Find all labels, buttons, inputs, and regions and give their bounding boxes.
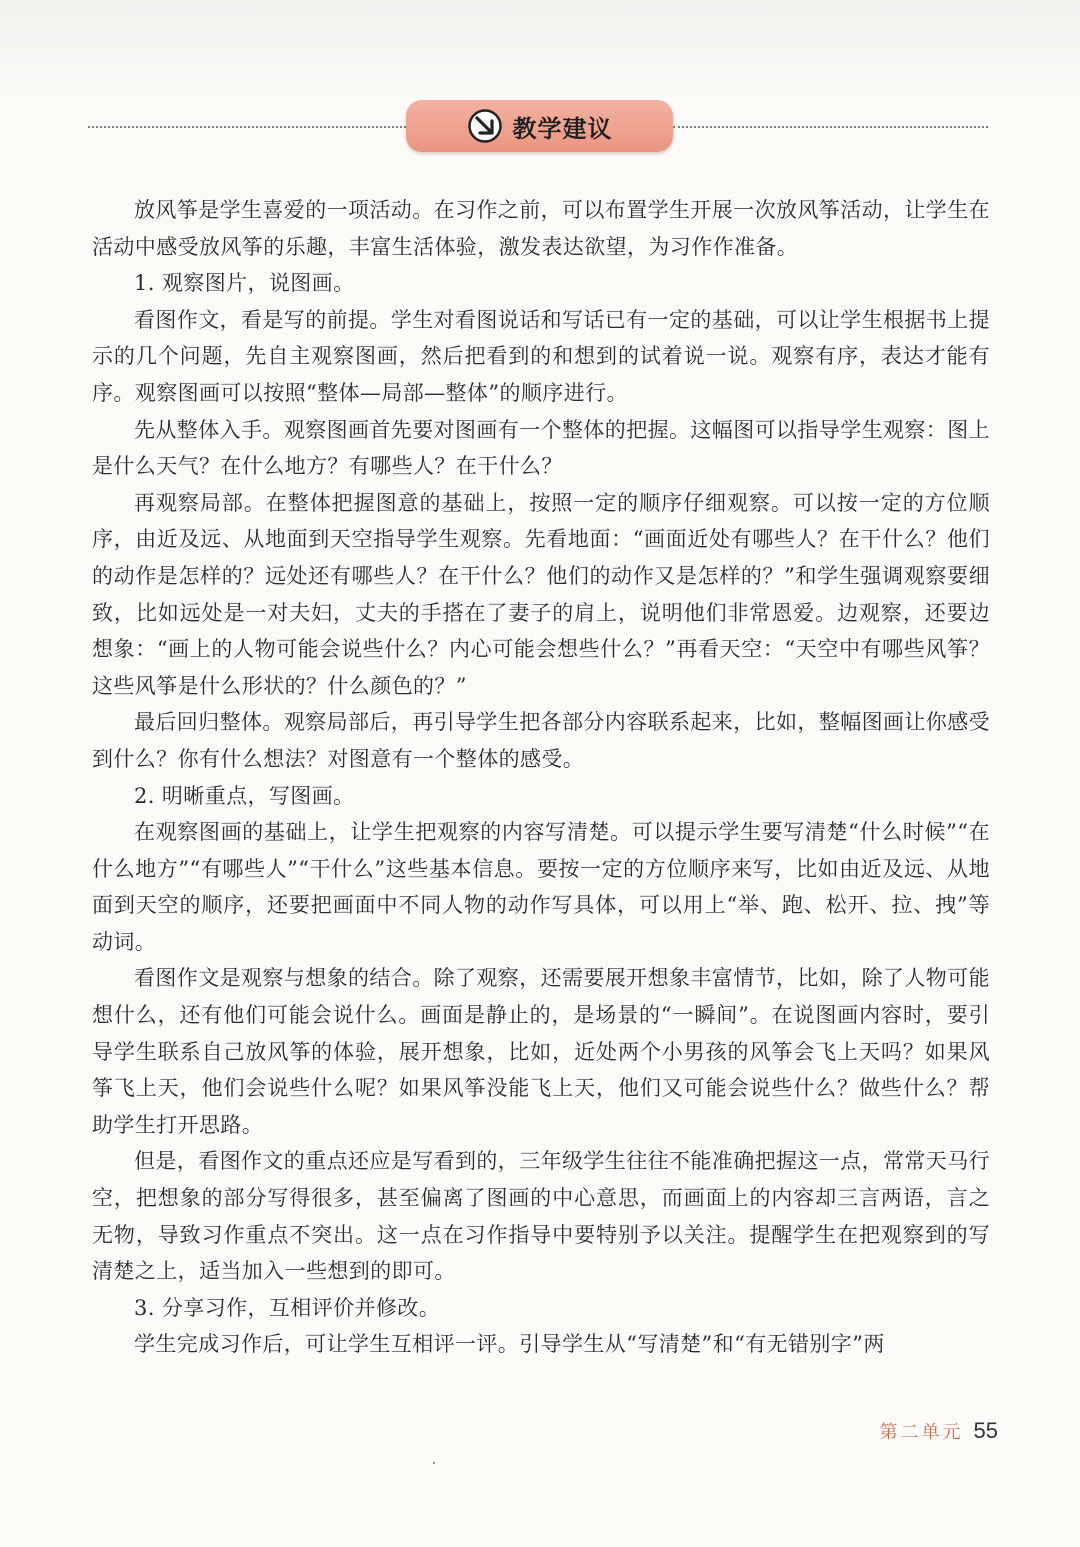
paragraph: 看图作文，看是写的前提。学生对看图说话和写话已有一定的基础，可以让学生根据书上提示的几个问题，先自主观察图画，然后把看到的和想到的试着说一说。观察有序，表达才能有序。观察图画可以按照“整体—局部—整体”的顺序进行。 [92, 307, 990, 405]
section-header [88, 98, 988, 158]
paragraph: 但是，看图作文的重点还应是写看到的，三年级学生往往不能准确把握这一点，常常天马行空，把想象的部分写得很多，甚至偏离了图画的中心意思，而画面上的内容却三言两语，言之无物，导致习作重点不突出。这一点在习作指导中要特别予以关注。提醒学生在把观察到的写清楚之上，适当加入一些想到的即可。 [92, 1149, 990, 1284]
section-banner [406, 100, 673, 152]
paragraph: 放风筝是学生喜爱的一项活动。在习作之前，可以布置学生开展一次放风筝活动，让学生在活动中感受放风筝的乐趣，丰富生活体验，激发表达欲望，为习作作准备。 [92, 198, 990, 259]
subheading-3: 3. 分享习作，互相评价并修改。 [134, 1295, 441, 1320]
page-footer [880, 1418, 998, 1444]
paragraph: 先从整体入手。观察图画首先要对图画有一个整体的把握。这幅图可以指导学生观察：图上是什么天气？在什么地方？有哪些人？在干什么？ [92, 417, 990, 479]
page-number: 55 [973, 1418, 998, 1443]
paragraph: 在观察图画的基础上，让学生把观察的内容写清楚。可以提示学生要写清楚“什么时候”“在什么地方”“有哪些人”“干什么”这些基本信息。要按一定的方位顺序来写，比如由近及远、从地面到天空的顺序，还要把画面中不同人物的动作写具体，可以用上“举、跑、松开、拉、拽”等动词。 [92, 820, 990, 954]
dotted-divider-right [673, 126, 988, 128]
unit-label: 第二单元 [879, 1422, 964, 1443]
paragraph: 再观察局部。在整体把握图意的基础上，按照一定的顺序仔细观察。可以按一定的方位顺序，由近及远、从地面到天空指导学生观察。先看地面：“画面近处有哪些人？在干什么？他们的动作是怎样的？远处还有哪些人？在干什么？他们的动作又是怎样的？”和学生强调观察要细致，比如远处是一对夫妇，丈夫的手搭在了妻子的肩上，说明他们非常恩爱。边观察，还要边想象：“画上的人物可能会说些什么？内心可能会想些什么？”再看天空：“天空中有哪些风筝？这些风筝是什么形状的？什么颜色的？” [92, 490, 990, 698]
paragraph: 看图作文是观察与想象的结合。除了观察，还需要展开想象丰富情节，比如，除了人物可能想什么，还有他们可能会说什么。画面是静止的，是场景的“一瞬间”。在说图画内容时，要引导学生联系自己放风筝的体验，展开想象，比如，近处两个小男孩的风筝会飞上天吗？如果风筝飞上天，他们会说些什么呢？如果风筝没能飞上天，他们又可能会说些什么？做些什么？帮助学生打开思路。 [92, 966, 990, 1137]
arrow-down-right-icon [467, 108, 503, 144]
subheading-2: 2. 明晰重点，写图画。 [134, 783, 355, 808]
subheading-1: 1. 观察图片，说图画。 [134, 271, 355, 296]
body-text [92, 192, 990, 1363]
paragraph: 最后回归整体。观察局部后，再引导学生把各部分内容联系起来，比如，整幅图画让你感受到什么？你有什么想法？对图意有一个整体的感受。 [92, 710, 990, 771]
dotted-divider-left [88, 126, 406, 128]
section-title: 教学建议 [512, 114, 613, 143]
print-dot [433, 1462, 435, 1464]
paragraph: 学生完成习作后，可让学生互相评一评。引导学生从“写清楚”和“有无错别字”两 [134, 1332, 885, 1357]
page-top-shade [0, 0, 1080, 95]
